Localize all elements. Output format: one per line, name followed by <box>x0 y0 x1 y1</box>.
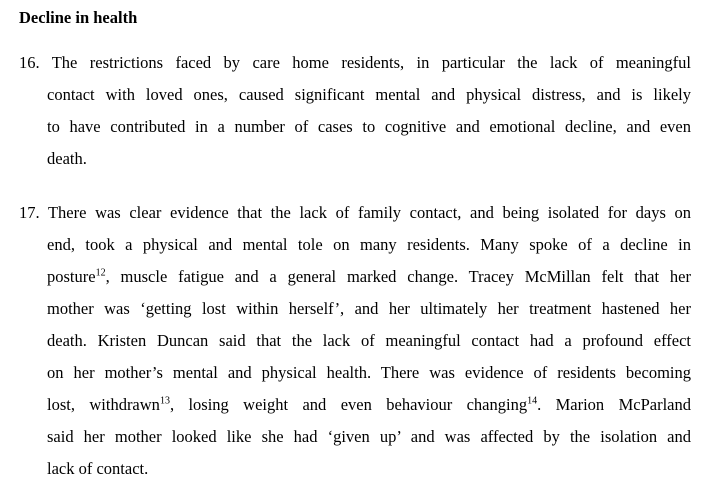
paragraph-16 <box>19 47 691 175</box>
paragraph-number: 16. <box>19 53 40 72</box>
paragraph-line: on her mother’s mental and physical health. There was evidence of residents becoming <box>47 363 691 382</box>
footnote-ref: 14 <box>527 395 538 407</box>
paragraph-number: 17. <box>19 203 40 222</box>
paragraph-line: lost, withdrawn$^{13}$, losing weight and even behaviour changing$^{14}$. Marion McParland <box>47 395 691 414</box>
footnote-ref: 13 <box>159 395 170 407</box>
paragraph-line: end, took a physical and mental tole on many residents. Many spoke of a decline in <box>47 235 691 254</box>
paragraph-line: 16. The restrictions faced by care home residents, in particular the lack of meaningful <box>19 47 691 79</box>
paragraph-line: mother was ‘getting lost within herself’, and her ultimately her treatment hastened her <box>47 299 691 318</box>
paragraph-17 <box>19 197 691 485</box>
paragraph-line: lack of contact. <box>47 459 149 478</box>
paragraph-line: said her mother looked like she had ‘given up’ and was affected by the isolation and <box>47 427 691 446</box>
paragraph-line: death. Kristen Duncan said that the lack of meaningful contact had a profound effect <box>47 331 691 350</box>
paragraph-line: posture$^{12}$, muscle fatigue and a general marked change. Tracey McMillan felt that her <box>47 267 691 286</box>
paragraph-line: contact with loved ones, caused significant mental and physical distress, and is likely <box>47 85 691 104</box>
section-heading: Decline in health <box>19 8 138 27</box>
footnote-ref: 12 <box>95 267 106 279</box>
paragraph-line: to have contributed in a number of cases to cognitive and emotional decline, and even <box>47 117 691 136</box>
paragraph-line: 17. There was clear evidence that the lack of family contact, and being isolated for days on <box>19 197 691 229</box>
paragraph-line: death. <box>47 149 87 168</box>
